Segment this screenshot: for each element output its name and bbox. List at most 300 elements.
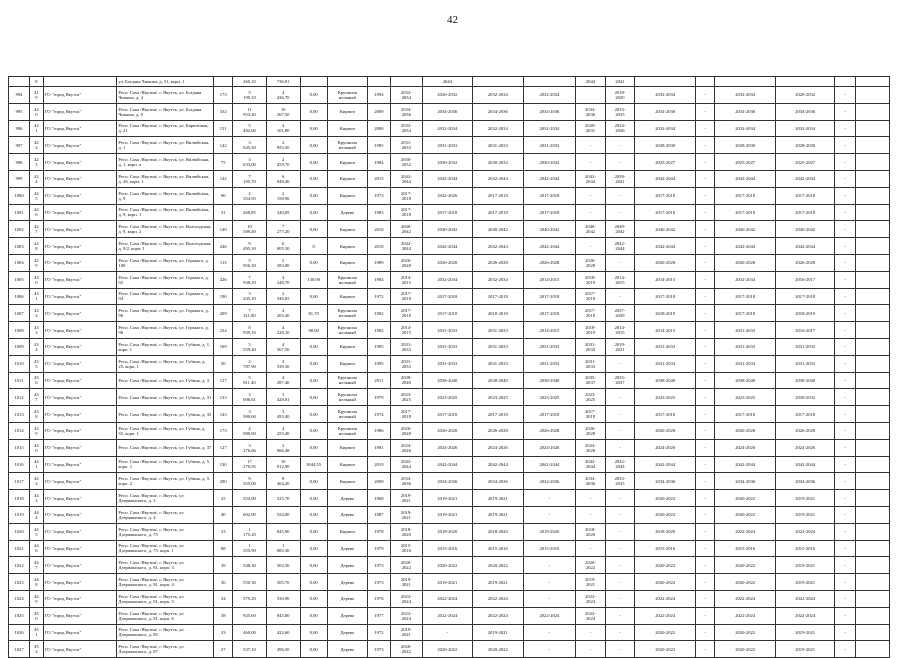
cell-s7: - bbox=[696, 372, 715, 389]
cell-s6 bbox=[635, 77, 696, 87]
cell-addr: Респ. Саха /Якутия/, г. Якутск, ул. Дзержинского, д. 81, корп. 4 bbox=[117, 574, 214, 591]
cell-s5: - bbox=[605, 154, 634, 171]
cell-s4: - bbox=[576, 154, 605, 171]
cell-c2: 736.01 bbox=[266, 77, 300, 87]
cell-wall: Дерево bbox=[327, 557, 367, 574]
cell-s6: 2042-2044 bbox=[635, 170, 696, 187]
cell-code: 41 9 bbox=[30, 87, 44, 104]
cell-n: 1022 bbox=[9, 557, 30, 574]
cell-s9: 2032-2034 bbox=[776, 120, 835, 137]
cell-s8: 2022-2024 bbox=[715, 590, 776, 607]
cell-s4: - bbox=[576, 204, 605, 221]
cell-c1: 3 645,50 bbox=[233, 137, 267, 154]
cell-year: 1982 bbox=[367, 305, 390, 322]
cell-s2: 2042-2044 bbox=[473, 456, 524, 473]
cell-wall bbox=[327, 77, 367, 87]
cell-c2: 2 158,96 bbox=[266, 187, 300, 204]
cell-addr: Респ. Саха /Якутия/, г. Якутск, ул. Горького, д. 98 bbox=[117, 322, 214, 339]
cell-s9: 2019-2021 bbox=[776, 641, 835, 658]
cell-s1: 2015-2016 bbox=[422, 540, 473, 557]
cell-s11 bbox=[856, 523, 890, 540]
cell-year: 2000 bbox=[367, 120, 390, 137]
cell-s3: 2017-2018 bbox=[523, 187, 576, 204]
cell-c3: 0,00 bbox=[300, 389, 327, 406]
cell-s5: - bbox=[605, 523, 634, 540]
cell-code: 43 1 bbox=[30, 288, 44, 305]
cell-s8: 2022-2024 bbox=[715, 523, 776, 540]
cell-s5: - bbox=[605, 204, 634, 221]
cell-s10: - bbox=[835, 87, 856, 104]
cell-s11 bbox=[856, 456, 890, 473]
cell-n: 999 bbox=[9, 170, 30, 187]
cell-s7: - bbox=[696, 456, 715, 473]
cell-c2: 4 567,50 bbox=[266, 338, 300, 355]
cell-s6: 2038-2040 bbox=[635, 372, 696, 389]
cell-s6: 2026-2028 bbox=[635, 254, 696, 271]
cell-s11 bbox=[856, 590, 890, 607]
cell-area: 173 bbox=[214, 422, 233, 439]
cell-s11 bbox=[856, 221, 890, 238]
cell-c3: 0,00 bbox=[300, 641, 327, 658]
cell-year: 2016 bbox=[367, 221, 390, 238]
cell-code: 42 2 bbox=[30, 137, 44, 154]
cell-s4: 2019- 2021 bbox=[576, 574, 605, 591]
cell-code: 42 8 bbox=[30, 238, 44, 255]
cell-s6: 2020-2022 bbox=[635, 574, 696, 591]
cell-s1: 2032-2034 bbox=[422, 120, 473, 137]
cell-n: 1019 bbox=[9, 506, 30, 523]
cell-org: ГО "город Якутск" bbox=[43, 389, 117, 406]
cell-s3: 2042-2044 bbox=[523, 456, 576, 473]
cell-c2: 4 248,70 bbox=[266, 271, 300, 288]
cell-s3: 2024-2026 bbox=[523, 439, 576, 456]
table-row bbox=[9, 288, 890, 305]
cell-s3: 2032-2034 bbox=[523, 120, 576, 137]
cell-n: 1009 bbox=[9, 338, 30, 355]
cell-s6: 2042-2044 bbox=[635, 238, 696, 255]
cell-s2: 2020-2022 bbox=[473, 557, 524, 574]
cell-s5: 2019- 2021 bbox=[605, 338, 634, 355]
cell-s3: - bbox=[523, 574, 576, 591]
cell-s2 bbox=[473, 77, 524, 87]
cell-year: 2019 bbox=[367, 456, 390, 473]
cell-s3: - bbox=[523, 557, 576, 574]
cell-s6: 2020-2022 bbox=[635, 557, 696, 574]
cell-org: ГО "город Якутск" bbox=[43, 103, 117, 120]
cell-c1: 602,90 bbox=[233, 506, 267, 523]
cell-c3: 0,00 bbox=[300, 523, 327, 540]
cell-org bbox=[43, 77, 117, 87]
cell-s9: 2030-2032 bbox=[776, 389, 835, 406]
cell-c3: 0,00 bbox=[300, 254, 327, 271]
cell-s5: 2039- 2041 bbox=[605, 170, 634, 187]
cell-c1: 3 006,61 bbox=[233, 389, 267, 406]
cell-wall: Кирпич bbox=[327, 355, 367, 372]
cell-s7: - bbox=[696, 439, 715, 456]
cell-s10: - bbox=[835, 288, 856, 305]
cell-s6: 2034-2036 bbox=[635, 103, 696, 120]
cell-s10: - bbox=[835, 607, 856, 624]
cell-s9: 2022-2024 bbox=[776, 607, 835, 624]
cell-s5: - bbox=[605, 439, 634, 456]
cell-s1: 2024-2026 bbox=[422, 439, 473, 456]
cell-c1: 1 355,90 bbox=[233, 540, 267, 557]
cell-s4: 2040- 2042 bbox=[576, 221, 605, 238]
cell-s4: 2017- 2018 bbox=[576, 288, 605, 305]
cell-s7: - bbox=[696, 422, 715, 439]
cell-wall: Дерево bbox=[327, 490, 367, 507]
cell-s7: - bbox=[696, 137, 715, 154]
cell-s6: 2034-2036 bbox=[635, 473, 696, 490]
cell-c2: 2 346,05 bbox=[266, 288, 300, 305]
cell-c2: 2 459,70 bbox=[266, 154, 300, 171]
cell-wall: Дерево bbox=[327, 641, 367, 658]
cell-area: 38 bbox=[214, 607, 233, 624]
cell-s6: 2040-2042 bbox=[635, 221, 696, 238]
cell-s1: 2020-2032 bbox=[422, 87, 473, 104]
cell-s9: 2031-2033 bbox=[776, 338, 835, 355]
cell-code: 43 0 bbox=[30, 271, 44, 288]
cell-code: 43 4 bbox=[30, 338, 44, 355]
cell-c1: 3 633,00 bbox=[233, 154, 267, 171]
cell-s5: - bbox=[605, 641, 634, 658]
cell-c3: 3044,55 bbox=[300, 456, 327, 473]
cell-s11 bbox=[856, 439, 890, 456]
cell-c3: 0,00 bbox=[300, 221, 327, 238]
cell-s10: - bbox=[835, 187, 856, 204]
cell-s3: 2026-2028 bbox=[523, 254, 576, 271]
cell-s3: 2042-2044 bbox=[523, 170, 576, 187]
cell-year: 1984 bbox=[367, 154, 390, 171]
cell-p1: 2022- 2024 bbox=[391, 590, 423, 607]
cell-s4: 2018- 2019 bbox=[576, 322, 605, 339]
cell-area: 127 bbox=[214, 439, 233, 456]
cell-c1: 1 175,20 bbox=[233, 523, 267, 540]
cell-s5: 2042- 2044 bbox=[605, 456, 634, 473]
cell-code: 44 9 bbox=[30, 590, 44, 607]
cell-s11 bbox=[856, 288, 890, 305]
cell-year: 1979 bbox=[367, 389, 390, 406]
cell-s10: - bbox=[835, 154, 856, 171]
cell-org: ГО "город Якутск" bbox=[43, 204, 117, 221]
cell-wall: Крупнопа нельный bbox=[327, 389, 367, 406]
cell-code: 43 8 bbox=[30, 406, 44, 423]
cell-area: 140 bbox=[214, 221, 233, 238]
cell-c2: 240,85 bbox=[266, 204, 300, 221]
cell-year: 1977 bbox=[367, 607, 390, 624]
cell-c1: 268,85 bbox=[233, 204, 267, 221]
cell-code: 8 bbox=[30, 77, 44, 87]
cell-s9: 2024-2026 bbox=[776, 439, 835, 456]
cell-code: 43 9 bbox=[30, 422, 44, 439]
cell-s11 bbox=[856, 254, 890, 271]
cell-s3 bbox=[523, 77, 576, 87]
cell-s8: 2020-2022 bbox=[715, 641, 776, 658]
cell-s4: - bbox=[576, 238, 605, 255]
table-row bbox=[9, 305, 890, 322]
cell-wall: Кирпич bbox=[327, 523, 367, 540]
cell-c3: 0,00 bbox=[300, 87, 327, 104]
cell-s10: - bbox=[835, 422, 856, 439]
table-row bbox=[9, 624, 890, 641]
cell-s11 bbox=[856, 355, 890, 372]
cell-s10: - bbox=[835, 590, 856, 607]
cell-c2: 4 255,40 bbox=[266, 422, 300, 439]
cell-c2: 505,70 bbox=[266, 574, 300, 591]
cell-s1: 2026-2028 bbox=[422, 254, 473, 271]
cell-org: ГО "город Якутск" bbox=[43, 422, 117, 439]
cell-c1: 3 980,60 bbox=[233, 406, 267, 423]
cell-s1: 2040-2042 bbox=[422, 221, 473, 238]
cell-s4: 2042- 2044 bbox=[576, 456, 605, 473]
cell-org: ГО "город Якутск" bbox=[43, 506, 117, 523]
cell-org: ГО "город Якутск" bbox=[43, 490, 117, 507]
cell-c3: 0,00 bbox=[300, 103, 327, 120]
cell-s8: 2031-2033 bbox=[715, 338, 776, 355]
cell-s5: - bbox=[605, 389, 634, 406]
cell-s9: 2022-2024 bbox=[776, 523, 835, 540]
cell-c3: 0,00 bbox=[300, 607, 327, 624]
cell-s4: 2017- 2018 bbox=[576, 406, 605, 423]
cell-p1: 2017- 2018 bbox=[391, 406, 423, 423]
cell-s11 bbox=[856, 305, 890, 322]
cell-addr: Респ. Саха /Якутия/, г. Якутск, ул. Богдана Чижика, д. 4 bbox=[117, 87, 214, 104]
cell-s1: 2030-2032 bbox=[422, 154, 473, 171]
cell-s6: 2017-2018 bbox=[635, 406, 696, 423]
cell-year: 1985 bbox=[367, 137, 390, 154]
cell-org: ГО "город Якутск" bbox=[43, 187, 117, 204]
table-row bbox=[9, 120, 890, 137]
cell-s6: 2031-2033 bbox=[635, 355, 696, 372]
cell-org: ГО "город Якутск" bbox=[43, 590, 117, 607]
cell-n: 997 bbox=[9, 137, 30, 154]
cell-s5: - bbox=[605, 574, 634, 591]
cell-s8: 2032-2034 bbox=[715, 87, 776, 104]
cell-addr: Респ. Саха /Якутия/, г. Якутск, ул. Вилюйская, д. 1, корп. а bbox=[117, 154, 214, 171]
cell-s8: 2042-2044 bbox=[715, 170, 776, 187]
cell-year: 1984 bbox=[367, 271, 390, 288]
cell-s5: - bbox=[605, 187, 634, 204]
page-number: 42 bbox=[447, 14, 458, 26]
cell-wall: Кирпич bbox=[327, 238, 367, 255]
cell-s10: - bbox=[835, 506, 856, 523]
cell-s6: 2014-2015 bbox=[635, 271, 696, 288]
cell-s7: - bbox=[696, 641, 715, 658]
cell-code: 44 4 bbox=[30, 506, 44, 523]
cell-s6: 2022-2024 bbox=[635, 590, 696, 607]
cell-area: 142 bbox=[214, 137, 233, 154]
cell-c1: 5 956,30 bbox=[233, 254, 267, 271]
cell-n: 1020 bbox=[9, 523, 30, 540]
cell-s2: 2019-2021 bbox=[473, 624, 524, 641]
cell-s5: 2041 bbox=[605, 77, 634, 87]
cell-s11 bbox=[856, 137, 890, 154]
cell-s8: 2017-2018 bbox=[715, 204, 776, 221]
cell-c3 bbox=[300, 77, 327, 87]
table-row bbox=[9, 170, 890, 187]
cell-n: 1013 bbox=[9, 406, 30, 423]
cell-s5: 2014- 2015 bbox=[605, 271, 634, 288]
cell-c1: 5 559,40 bbox=[233, 338, 267, 355]
cell-code: 44 2 bbox=[30, 473, 44, 490]
cell-c1: 550,30 bbox=[233, 574, 267, 591]
cell-wall: Кирпич bbox=[327, 154, 367, 171]
cell-s8: 2017-2018 bbox=[715, 187, 776, 204]
cell-s8: 2017-2018 bbox=[715, 305, 776, 322]
cell-s9: 2015-2016 bbox=[776, 540, 835, 557]
cell-wall: Кирпич bbox=[327, 338, 367, 355]
cell-area: 50 bbox=[214, 355, 233, 372]
cell-code: 44 0 bbox=[30, 439, 44, 456]
cell-p1: 2014- 2015 bbox=[391, 271, 423, 288]
cell-n: 994 bbox=[9, 87, 30, 104]
cell-c2: 1 085,30 bbox=[266, 540, 300, 557]
cell-org: ГО "город Якутск" bbox=[43, 322, 117, 339]
cell-s4: 2017- 2018 bbox=[576, 305, 605, 322]
cell-s11 bbox=[856, 389, 890, 406]
cell-n: 1017 bbox=[9, 473, 30, 490]
cell-s10: - bbox=[835, 204, 856, 221]
cell-s4 bbox=[576, 87, 605, 104]
cell-s11 bbox=[856, 506, 890, 523]
cell-s3: 2014-2015 bbox=[523, 322, 576, 339]
cell-s5: 2037- 2039 bbox=[605, 305, 634, 322]
cell-s6: 2018-2019 bbox=[635, 305, 696, 322]
cell-s1: 2017-2018 bbox=[422, 204, 473, 221]
cell-s3: 2017-2018 bbox=[523, 204, 576, 221]
cell-n: 1010 bbox=[9, 355, 30, 372]
cell-c2: 6 005,30 bbox=[266, 238, 300, 255]
cell-s1: 2019-2021 bbox=[422, 506, 473, 523]
cell-wall: Дерево bbox=[327, 607, 367, 624]
cell-s11 bbox=[856, 87, 890, 104]
cell-s4: - bbox=[576, 187, 605, 204]
cell-org: ГО "город Якутск" bbox=[43, 439, 117, 456]
cell-s9: 2019-2021 bbox=[776, 624, 835, 641]
cell-c2: 502,50 bbox=[266, 557, 300, 574]
table-row bbox=[9, 523, 890, 540]
cell-s4: 2026- 2028 bbox=[576, 254, 605, 271]
cell-s10: - bbox=[835, 456, 856, 473]
cell-area: 226 bbox=[214, 271, 233, 288]
cell-s9: 2019-2021 bbox=[776, 557, 835, 574]
cell-s8: 2042-2044 bbox=[715, 238, 776, 255]
cell-org: ГО "город Якутск" bbox=[43, 288, 117, 305]
cell-year: 1982 bbox=[367, 322, 390, 339]
cell-code: 42 4 bbox=[30, 170, 44, 187]
cell-s2: 2023-2025 bbox=[473, 389, 524, 406]
cell-wall: Кирпич bbox=[327, 103, 367, 120]
cell-s1: 2020-2022 bbox=[422, 641, 473, 658]
cell-code: 43 3 bbox=[30, 322, 44, 339]
cell-c3: 0,00 bbox=[300, 590, 327, 607]
table-row bbox=[9, 254, 890, 271]
cell-s5: 2014- 2015 bbox=[605, 322, 634, 339]
cell-s10: - bbox=[835, 372, 856, 389]
cell-org: ГО "город Якутск" bbox=[43, 641, 117, 658]
cell-c3: 0,00 bbox=[300, 490, 327, 507]
cell-c2: 845,80 bbox=[266, 607, 300, 624]
cell-org: ГО "город Якутск" bbox=[43, 254, 117, 271]
cell-s8: 2042-2044 bbox=[715, 456, 776, 473]
cell-c1: 554,90 bbox=[233, 490, 267, 507]
cell-org: ГО "город Якутск" bbox=[43, 87, 117, 104]
cell-s7: - bbox=[696, 490, 715, 507]
cell-n: 1012 bbox=[9, 389, 30, 406]
cell-c1: 5 199,10 bbox=[233, 87, 267, 104]
cell-s8: 2028-2030 bbox=[715, 137, 776, 154]
cell-addr: Респ. Саха /Якутия/, г. Якутск, ул. Губина, д. 37 bbox=[117, 439, 214, 456]
table-row bbox=[9, 590, 890, 607]
cell-code: 42 9 bbox=[30, 254, 44, 271]
cell-area: 151 bbox=[214, 120, 233, 137]
cell-s7: - bbox=[696, 355, 715, 372]
cell-s2: 2031-2033 bbox=[473, 137, 524, 154]
cell-wall: Крупнопа нельный bbox=[327, 271, 367, 288]
cell-c3: 0,00 bbox=[300, 137, 327, 154]
cell-s10: - bbox=[835, 641, 856, 658]
cell-s4: 2034- 2036 bbox=[576, 103, 605, 120]
cell-p1: 2034- 2036 bbox=[391, 473, 423, 490]
cell-n: 1002 bbox=[9, 221, 30, 238]
cell-s7: - bbox=[696, 187, 715, 204]
cell-s4: 2018- 2019 bbox=[576, 271, 605, 288]
cell-c3: 0,00 bbox=[300, 406, 327, 423]
cell-org: ГО "город Якутск" bbox=[43, 406, 117, 423]
cell-wall: Кирпич bbox=[327, 439, 367, 456]
cell-s4: 2022- 2024 bbox=[576, 607, 605, 624]
cell-s4: 2020- 2022 bbox=[576, 557, 605, 574]
cell-p1: 2032- 2034 bbox=[391, 87, 423, 104]
cell-wall: Крупнопа нельный bbox=[327, 372, 367, 389]
table-row bbox=[9, 439, 890, 456]
cell-s7: - bbox=[696, 87, 715, 104]
cell-s9: 2026-2028 bbox=[776, 422, 835, 439]
cell-wall: Кирпич bbox=[327, 221, 367, 238]
cell-s3: 2040-2042 bbox=[523, 221, 576, 238]
cell-s3: - bbox=[523, 624, 576, 641]
cell-code: 43 7 bbox=[30, 389, 44, 406]
cell-code: 44 8 bbox=[30, 574, 44, 591]
cell-s7 bbox=[696, 77, 715, 87]
cell-s8: 2031-2033 bbox=[715, 322, 776, 339]
cell-code: 42 5 bbox=[30, 187, 44, 204]
cell-s5: - bbox=[605, 506, 634, 523]
cell-s5: 2042- 2044 bbox=[605, 238, 634, 255]
cell-s11 bbox=[856, 170, 890, 187]
cell-s3: 2038-2040 bbox=[523, 372, 576, 389]
cell-s1: 2023-2025 bbox=[422, 389, 473, 406]
cell-s4: 2044 bbox=[576, 77, 605, 87]
cell-wall: Дерево bbox=[327, 506, 367, 523]
cell-area: 290 bbox=[214, 473, 233, 490]
cell-s1: - bbox=[422, 624, 473, 641]
cell-s2: 2034-2036 bbox=[473, 103, 524, 120]
cell-s5: 2033- 2035 bbox=[605, 473, 634, 490]
cell-addr: Респ. Саха /Якутия/, г. Якутск, ул. Вилюйская, д. 1 bbox=[117, 137, 214, 154]
cell-s7: - bbox=[696, 238, 715, 255]
cell-s1: 2031-2033 bbox=[422, 355, 473, 372]
cell-area: 133 bbox=[214, 389, 233, 406]
cell-c1: 260.10 bbox=[233, 77, 267, 87]
cell-year: 2009 bbox=[367, 103, 390, 120]
cell-s5: 2024- 2026 bbox=[605, 120, 634, 137]
cell-s8: 2015-2016 bbox=[715, 540, 776, 557]
cell-org: ГО "город Якутск" bbox=[43, 221, 117, 238]
cell-s7: - bbox=[696, 154, 715, 171]
cell-s10: - bbox=[835, 338, 856, 355]
cell-s7: - bbox=[696, 170, 715, 187]
